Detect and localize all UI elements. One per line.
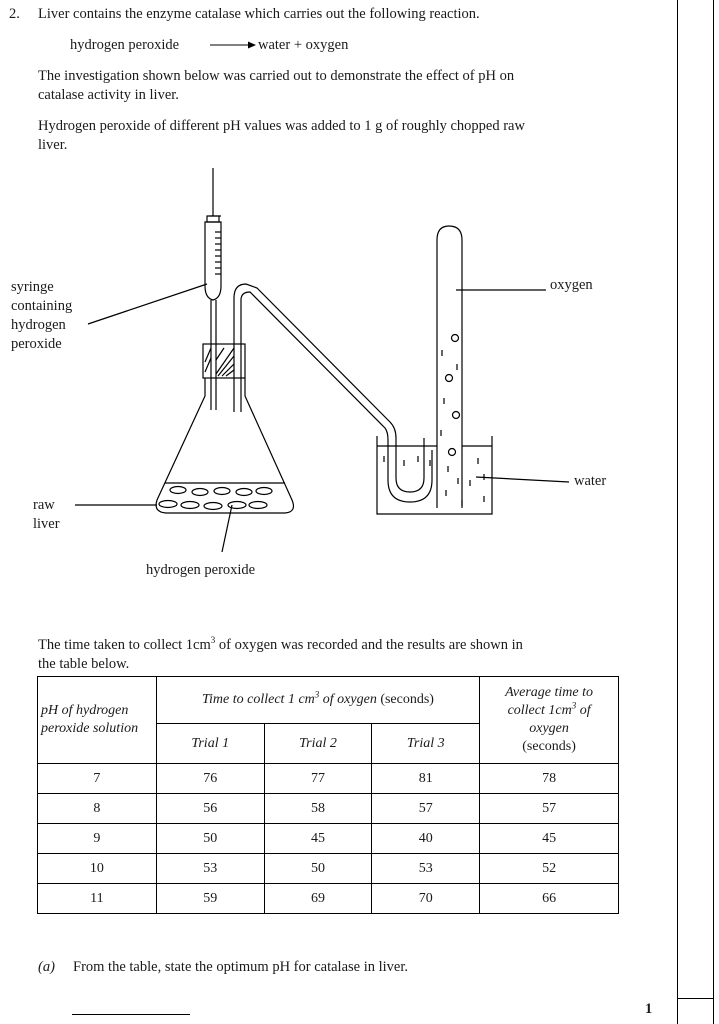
mark-box-rule (677, 998, 713, 999)
table-row (38, 884, 619, 914)
table-intro-line-2: the table below. (38, 656, 130, 672)
question-number: 2. (9, 6, 20, 22)
table-row (38, 824, 619, 854)
delivery-tube (234, 284, 432, 502)
header-trial-1: Trial 1 (156, 724, 264, 764)
header-trial-2: Trial 2 (264, 724, 372, 764)
stopper (203, 344, 245, 378)
syringe (205, 168, 221, 410)
cell-trial-3: 57 (372, 794, 480, 824)
label-hydrogen-peroxide: hydrogen peroxide (146, 562, 256, 578)
liver-pieces (159, 487, 272, 510)
results-table (37, 676, 619, 914)
header-ph: pH of hydrogen peroxide solution (38, 677, 157, 764)
collecting-tube (437, 226, 462, 508)
water-trough (377, 436, 492, 514)
cell-trial-1: 76 (156, 764, 264, 794)
cell-trial-3: 81 (372, 764, 480, 794)
cell-trial-2: 58 (264, 794, 372, 824)
part-a-label: (a) (38, 959, 55, 975)
hydrogen-peroxide-leader-line (222, 505, 232, 552)
question-intro: Liver contains the enzyme catalase which carries out the following reaction. (38, 6, 480, 22)
cell-average: 57 (480, 794, 619, 824)
cell-average: 66 (480, 884, 619, 914)
cell-trial-1: 59 (156, 884, 264, 914)
cell-ph: 7 (38, 764, 157, 794)
cell-trial-2: 45 (264, 824, 372, 854)
mark-margin-line (677, 0, 678, 1024)
cell-trial-1: 53 (156, 854, 264, 884)
cell-trial-2: 69 (264, 884, 372, 914)
cell-trial-3: 53 (372, 854, 480, 884)
header-time-to-collect: Time to collect 1 $cm^3$ of oxygen (seconds) (156, 677, 479, 724)
cell-trial-2: 50 (264, 854, 372, 884)
page-edge-line (713, 0, 714, 1024)
conical-flask (156, 378, 293, 513)
table-row (38, 794, 619, 824)
label-oxygen: oxygen (550, 277, 593, 293)
part-a-question: From the table, state the optimum pH for catalase in liver. (73, 959, 409, 975)
cell-trial-3: 40 (372, 824, 480, 854)
paragraph-2-line-1: Hydrogen peroxide of different pH values was added to 1 g of roughly chopped raw (38, 118, 525, 134)
table-row (38, 854, 619, 884)
cell-trial-1: 50 (156, 824, 264, 854)
cell-ph: 8 (38, 794, 157, 824)
cell-ph: 10 (38, 854, 157, 884)
reaction-products: water + oxygen (258, 37, 349, 53)
cell-average: 52 (480, 854, 619, 884)
cell-ph: 9 (38, 824, 157, 854)
cell-trial-3: 70 (372, 884, 480, 914)
reaction-arrow-icon (210, 39, 256, 51)
table-header-row (38, 677, 619, 724)
apparatus-diagram (0, 160, 670, 590)
paragraph-2-line-2: liver. (38, 137, 68, 153)
cell-trial-2: 77 (264, 764, 372, 794)
water-leader-line (476, 477, 569, 482)
answer-line[interactable] (72, 1014, 190, 1015)
cell-average: 78 (480, 764, 619, 794)
label-raw-liver: raw liver (33, 497, 60, 532)
label-water: water (574, 473, 607, 489)
header-trial-3: Trial 3 (372, 724, 480, 764)
cell-ph: 11 (38, 884, 157, 914)
syringe-leader-line (88, 284, 207, 324)
paragraph-1-line-2: catalase activity in liver. (38, 87, 179, 103)
table-row (38, 764, 619, 794)
marks-value: 1 (645, 1001, 653, 1017)
header-average-time: Average time to collect $1cm^3$ of oxygen (seconds) (480, 677, 619, 764)
cell-average: 45 (480, 824, 619, 854)
reaction-reactant: hydrogen peroxide (70, 37, 180, 53)
label-syringe: syringe containing hydrogen peroxide (11, 279, 73, 352)
table-intro-line-1: The time taken to collect $1cm^3$ of oxygen was recorded and the results are shown in (38, 635, 523, 653)
paragraph-1-line-1: The investigation shown below was carried out to demonstrate the effect of pH on (38, 68, 515, 84)
cell-trial-1: 56 (156, 794, 264, 824)
